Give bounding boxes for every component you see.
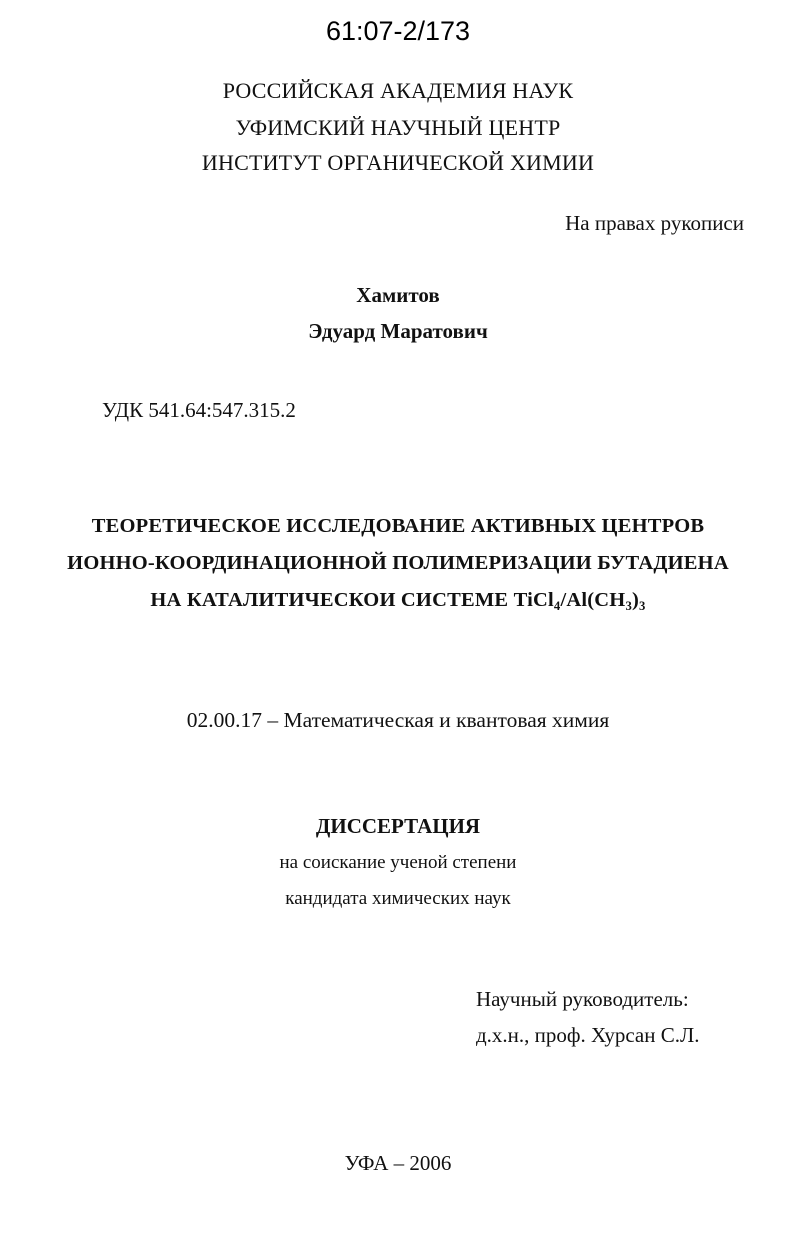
title-line-3 [0, 589, 796, 612]
author-given-names: Эдуард Маратович [308, 319, 488, 343]
title-line-2: ИОННО-КООРДИНАЦИОННОЙ ПОЛИМЕРИЗАЦИИ БУТАДИЕНА [67, 552, 729, 574]
archive-stamp: 61:07-2/173 [325, 16, 471, 46]
institution-line-academy: РОССИЙСКАЯ АКАДЕМИЯ НАУК [222, 78, 574, 103]
city-year: УФА – 2006 [344, 1151, 452, 1175]
title-line-1: ТЕОРЕТИЧЕСКОЕ ИССЛЕДОВАНИЕ АКТИВНЫХ ЦЕНТРОВ [91, 515, 705, 537]
supervisor-name: д.х.н., проф. Хурсан С.Л. [476, 1023, 700, 1047]
udc-code: УДК 541.64:547.315.2 [102, 398, 296, 422]
catalyst-formula: $TiCl_4/Al(CH_3)_3$ [513, 589, 646, 613]
dissertation-heading: ДИССЕРТАЦИЯ [315, 814, 481, 838]
institution-line-institute: ИНСТИТУТ ОРГАНИЧЕСКОЙ ХИМИИ [201, 150, 595, 175]
title-line-3-text: НА КАТАЛИТИЧЕСКОИ СИСТЕМЕ [150, 589, 514, 611]
institution-line-center: УФИМСКИЙ НАУЧНЫЙ ЦЕНТР [235, 115, 561, 140]
dissertation-degree-line-1: на соискание ученой степени [279, 852, 517, 873]
dissertation-degree-line-2: кандидата химических наук [285, 888, 511, 909]
author-surname: Хамитов [356, 283, 440, 307]
specialty-code: 02.00.17 – Математическая и квантовая химия [186, 708, 610, 732]
supervisor-label: Научный руководитель: [476, 987, 689, 1011]
manuscript-note: На правах рукописи [565, 211, 744, 235]
